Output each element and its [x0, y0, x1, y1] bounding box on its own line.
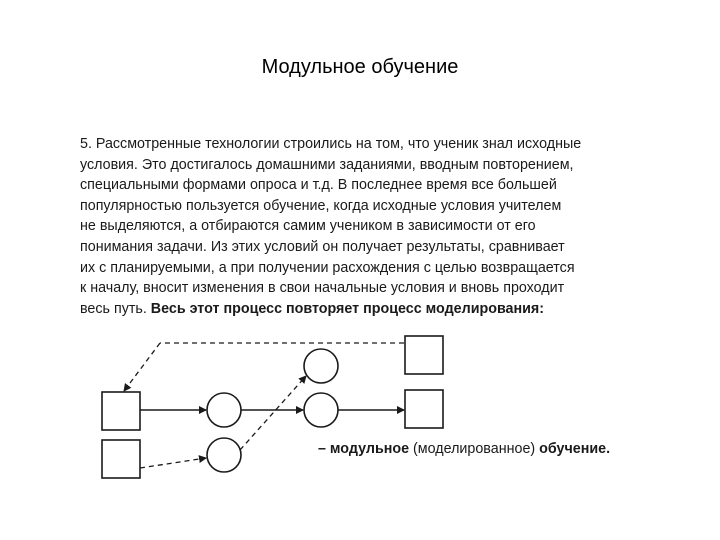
paragraph-line: к началу, вносит изменения в свои начальные условия и вновь проходит	[80, 280, 565, 297]
caption-bold-end: обучение.	[539, 441, 611, 457]
paragraph-line: не выделяются, а отбираются самим учеником в зависимости от его	[80, 218, 536, 235]
paragraph-line: специальными формами опроса и т.д. В последнее время все большей	[80, 177, 557, 194]
paragraph-line: их с планируемыми, а при получении расхождения с целью возвращается	[80, 259, 575, 276]
node-right-top	[304, 349, 338, 383]
caption-bold-start: – модульное	[318, 441, 410, 457]
dashed-node-to-top	[240, 376, 306, 450]
input-box-bottom	[102, 440, 140, 478]
output-box-top	[405, 336, 443, 374]
dashed-return-down	[124, 343, 160, 391]
paragraph-last-start: весь путь.	[80, 300, 151, 317]
caption-middle: (моделированное)	[409, 441, 540, 457]
node-left-bottom	[207, 438, 241, 472]
dashed-bottom-to-node	[140, 458, 206, 468]
node-right-middle	[304, 393, 338, 427]
node-left-middle	[207, 393, 241, 427]
paragraph-last-bold: Весь этот процесс повторяет процесс моделирования:	[150, 300, 545, 317]
input-box-top	[102, 392, 140, 430]
paragraph-line: условия. Это достигалось домашними заданиями, вводным повторением,	[80, 156, 574, 173]
paragraph-line: 5. Рассмотренные технологии строились на том, что ученик знал исходные	[80, 136, 582, 152]
slide-title: Модульное обучение	[261, 56, 459, 78]
diagram-caption	[318, 441, 610, 457]
paragraph-line: популярностью пользуется обучение, когда исходные условия учителем	[80, 197, 562, 214]
output-box-bottom	[405, 390, 443, 428]
paragraph-line: понимания задачи. Из этих условий он получает результаты, сравнивает	[80, 238, 565, 255]
